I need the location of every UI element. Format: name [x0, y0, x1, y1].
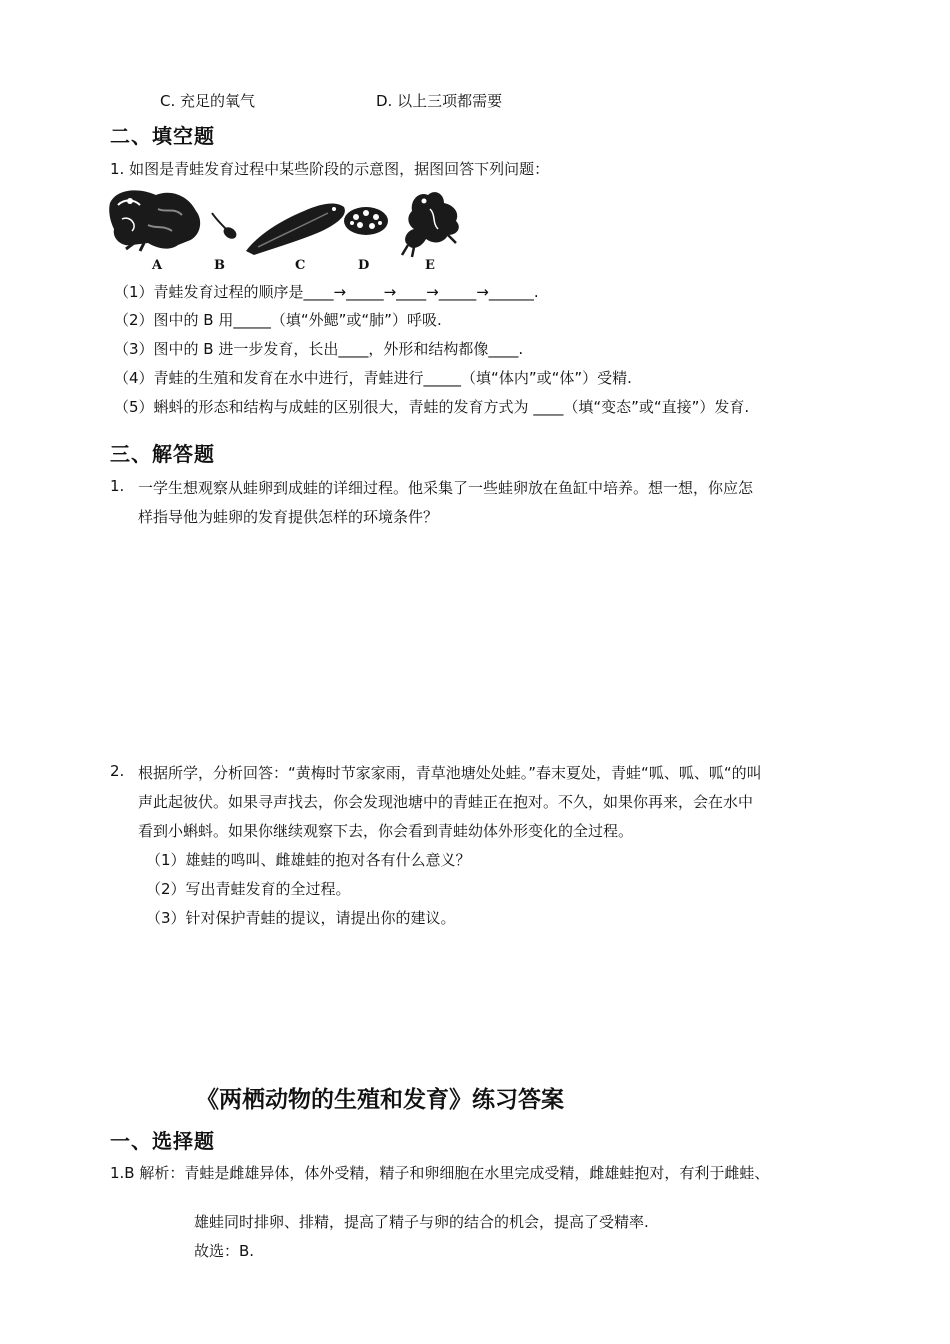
egg-mass-icon — [344, 207, 388, 235]
question-stem: 1. 如图是青蛙发育过程中某些阶段的示意图，据图回答下列问题： — [110, 160, 550, 178]
answer-text-line: 雄蛙同时排卵、排精，提高了精子与卵的结合的机会，提高了受精率. — [194, 1213, 649, 1231]
frog-adult-icon — [109, 190, 200, 251]
question-text-line: 一学生想观察从蛙卵到成蛙的详细过程。他采集了一些蛙卵放在鱼缸中培养。想一想，你应怎 — [138, 479, 754, 497]
option-c: C. 充足的氧气 — [160, 92, 256, 110]
answer-conclusion: 故选：B. — [194, 1242, 255, 1260]
figure-label-a: A — [152, 258, 163, 273]
question-text-line: 根据所学，分析回答：“黄梅时节家家雨，青草池塘处处蛙。”春末夏处，青蛙“呱、呱、呱“的叫 — [138, 764, 762, 782]
sub-question-2: （2）写出青蛙发育的全过程。 — [146, 880, 351, 898]
sub-question-1: （1）青蛙发育过程的顺序是____→_____→____→_____→______. — [114, 283, 539, 301]
sub-question-3: （3）图中的 B 进一步发育，长出____，外形和结构都像____. — [114, 340, 524, 358]
figure-label-e: E — [425, 258, 435, 273]
answers-title: 《两栖动物的生殖和发育》练习答案 — [196, 1087, 564, 1113]
sub-question-5: （5）蝌蚪的形态和结构与成蛙的区别很大，青蛙的发育方式为 ____（填“变态”或“直接”）发育. — [114, 398, 750, 416]
sub-question-1: （1）雄蛙的鸣叫、雌雄蛙的抱对各有什么意义？ — [146, 851, 471, 869]
froglet-icon — [402, 192, 459, 257]
sub-question-2: （2）图中的 B 用_____（填“外鳃”或“肺”）呼吸. — [114, 311, 442, 329]
sub-question-4: （4）青蛙的生殖和发育在水中进行，青蛙进行_____（填“体内”或“体”）受精. — [114, 369, 632, 387]
question-text-line: 看到小蝌蚪。如果你继续观察下去，你会看到青蛙幼体外形变化的全过程。 — [138, 822, 634, 840]
question-text-line: 声此起彼伏。如果寻声找去，你会发现池塘中的青蛙正在抱对。不久，如果你再来，会在水中 — [138, 793, 754, 811]
section-heading-answer: 三、解答题 — [110, 442, 215, 466]
tadpole-small-icon — [212, 213, 239, 241]
option-d: D. 以上三项都需要 — [376, 92, 503, 110]
figure-label-c: C — [295, 258, 306, 273]
figure-label-d: D — [358, 258, 370, 273]
figure-label-b: B — [214, 258, 225, 273]
question-text-line: 样指导他为蛙卵的发育提供怎样的环境条件？ — [138, 508, 439, 526]
section-heading-choice: 一、选择题 — [110, 1129, 215, 1153]
section-heading-fill-blank: 二、填空题 — [110, 124, 215, 148]
answer-text-line: 1.B 解析：青蛙是雌雄异体，体外受精，精子和卵细胞在水里完成受精，雌雄蛙抱对，有利于雌蛙、 — [110, 1164, 770, 1182]
question-number: 2. — [110, 762, 125, 780]
question-number: 1. — [110, 477, 125, 495]
tadpole-large-icon — [246, 204, 345, 255]
sub-question-3: （3）针对保护青蛙的提议，请提出你的建议。 — [146, 909, 456, 927]
